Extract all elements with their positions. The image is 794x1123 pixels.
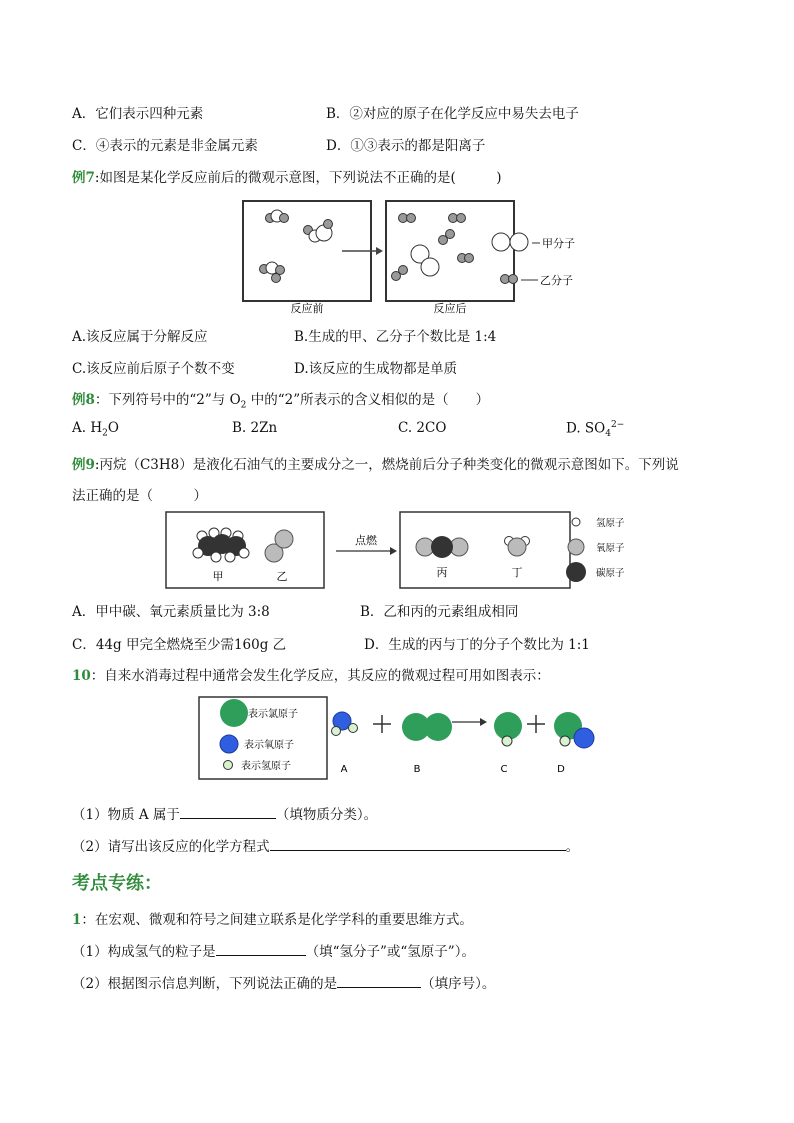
section-title: 考点专练： (72, 873, 162, 894)
ex7-stem-text: :如图是某化学反应前后的微观示意图，下列说法不正确的是( ) (94, 170, 502, 186)
ex8-stem-pre: ：下列符号中的“2”与 O (94, 392, 241, 408)
q10-legend-h (224, 761, 233, 770)
q10-part2-blank[interactable] (270, 836, 566, 851)
q10-label-d: D (557, 764, 565, 775)
ex7-legend-yi-label: 乙分子 (540, 274, 573, 287)
ex8-stem-sub: 2 (240, 400, 247, 411)
ex7-option-a: A.该反应属于分解反应 (72, 329, 208, 345)
ex9-stem-line1 (72, 453, 679, 473)
q6-option-a: A．它们表示四种元素 (72, 106, 204, 122)
q10-label-b: B (413, 764, 421, 775)
q10-stem-text: ：自来水消毒过程中通常会发生化学反应，其反应的微观过程可用如图表示： (90, 668, 550, 684)
ex9-option-d: D．生成的丙与丁的分子个数比为 1:1 (364, 637, 590, 653)
q10-legend-cl-label: 表示氯原子 (248, 709, 298, 720)
q10-label-a: A (340, 764, 348, 775)
ex8-label: 例8 (72, 392, 95, 408)
q10-molecule-b (402, 713, 452, 741)
ex9-figure (164, 509, 634, 593)
ex9-label: 例9 (72, 457, 95, 473)
q10-part2: （2）请写出该反应的化学方程式 。 (72, 835, 579, 855)
ex7-caption-before: 反应前 (290, 302, 324, 315)
ex8-option-b: B. 2Zn (232, 420, 278, 436)
ex7-stem (72, 166, 502, 186)
ex9-label-ding: 丁 (511, 566, 523, 579)
ex7-legend-jia-label: 甲分子 (542, 237, 575, 250)
ex7-label: 例7 (72, 170, 95, 186)
q10-label: 10 (72, 668, 91, 684)
ex8-option-a: A. $H_2O$ (72, 420, 119, 439)
ex9-stem-line2: 法正确的是（ ） (72, 488, 207, 504)
ex7-caption-after: 反应后 (433, 302, 467, 315)
q10-figure (196, 694, 606, 784)
ex8-option-d: D. $SO_4^{2-}$ (566, 420, 625, 440)
q10-molecule-d (554, 712, 594, 748)
t1-label: 1 (72, 912, 82, 928)
q10-stem (72, 664, 550, 684)
ex7-option-c: C.该反应前后原子个数不变 (72, 361, 235, 377)
q6-option-d: D．①③表示的都是阳离子 (326, 138, 486, 154)
ex7-legend-yi (501, 275, 539, 284)
ex7-arrow-head (376, 247, 383, 255)
t1-stem (72, 908, 473, 928)
ex9-option-b: B．乙和丙的元素组成相同 (360, 604, 519, 620)
ex9-molecule-jia (193, 528, 249, 562)
q10-plus-2 (527, 715, 545, 733)
ex9-label-bing: 丙 (436, 566, 448, 579)
ex9-arrow-label: 点燃 (355, 534, 377, 547)
t1-part1: （1）构成氢气的粒子是 （填“氢分子”或“氢原子”）。 (72, 940, 475, 960)
ex9-legend-o-label: 氧原子 (596, 543, 625, 554)
q10-molecule-c (494, 712, 522, 746)
ex9-legend-c (566, 562, 586, 582)
q10-part1-blank[interactable] (180, 804, 276, 819)
ex7-option-b: B.生成的甲、乙分子个数比是 1:4 (294, 329, 497, 345)
q10-label-c: C (500, 764, 508, 775)
ex7-legend-jia (492, 233, 540, 251)
ex9-molecule-bing (416, 536, 468, 558)
ex9-arrow-head (390, 547, 397, 555)
q10-legend-cl (220, 699, 248, 727)
t1-stem-text: ：在宏观、微观和符号之间建立联系是化学学科的重要思维方式。 (81, 912, 473, 928)
q10-legend-h-label: 表示氢原子 (241, 761, 291, 772)
t1-part2: （2）根据图示信息判断，下列说法正确的是 （填序号）。 (72, 972, 495, 992)
ex8-stem (72, 388, 489, 411)
t1-part1-blank[interactable] (216, 941, 306, 956)
ex7-after-yi-5 (458, 254, 474, 263)
q6-option-b: B．②对应的原子在化学反应中易失去电子 (326, 106, 579, 122)
ex9-label-jia: 甲 (212, 570, 224, 583)
ex8-option-c: C. 2CO (398, 420, 447, 436)
ex9-legend-o (568, 539, 584, 555)
q6-option-c: C．④表示的元素是非金属元素 (72, 138, 258, 154)
q10-molecule-a (332, 712, 358, 736)
t1-part2-blank[interactable] (337, 973, 421, 988)
q10-legend-o (220, 735, 238, 753)
ex9-stem1: :丙烷（C3H8）是液化石油气的主要成分之一，燃烧前后分子种类变化的微观示意图如下。下列说 (94, 457, 679, 473)
ex9-option-a: A．甲中碳、氧元素质量比为 3:8 (72, 604, 270, 620)
ex9-legend-h-label: 氢原子 (596, 518, 625, 529)
ex9-label-yi: 乙 (276, 570, 288, 583)
ex9-legend-h (572, 518, 580, 526)
ex7-figure (238, 196, 598, 318)
q10-legend-o-label: 表示氧原子 (244, 740, 294, 751)
q10-part1: （1）物质 A 属于 （填物质分类）。 (72, 803, 377, 823)
q10-plus-1 (373, 715, 391, 733)
ex7-option-d: D.该反应的生成物都是单质 (294, 361, 458, 377)
q10-arrow-head (480, 718, 487, 726)
ex9-legend-c-label: 碳原子 (596, 568, 625, 579)
ex8-stem-post: 中的“2”所表示的含义相似的是（ ） (246, 392, 490, 408)
ex9-option-c: C．44g 甲完全燃烧至少需160g 乙 (72, 637, 287, 653)
